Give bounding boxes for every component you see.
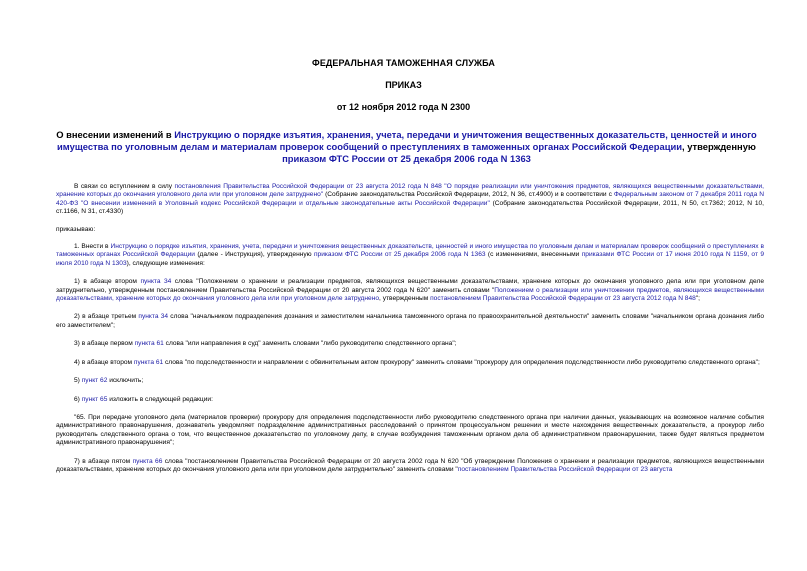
link-federal-law-420[interactable]: Федеральным законом от 7 декабря 2011 года N 420-ФЗ "О внесении изменений в Уголовный кодекс Российской Федерации и отдельные законодательные акты Российской Федерации" [56, 191, 764, 207]
text: (далее - Инструкция), утвержденную [194, 251, 314, 259]
text: В связи со вступлением в силу [74, 183, 175, 190]
link-decree-848[interactable]: постановления Правительства Российской Федерации от 23 августа 2012 года N 848 "О порядке реализации или уничтожения предметов, являющихся вещественными доказательствами, хранение которых до окончания уголовного дела или при уголовном деле затруднено" [56, 183, 764, 199]
link-clause-34[interactable]: пункта 34 [140, 278, 172, 286]
paragraph-subitem-4 [56, 359, 764, 367]
text: 5) [74, 377, 82, 385]
title-link-instruction[interactable]: Инструкцию о порядке изъятия, хранения, учета, передачи и уничтожения вещественных доказательств, ценностей и иного имущества по уголовным делам и материалам проверок сообщений о преступлениях в таможенных органах Российской Федерации [57, 129, 757, 152]
paragraph-subitem-7 [56, 458, 764, 475]
paragraph-subitem-5 [56, 377, 764, 385]
text: изложить в следующей редакции: [107, 395, 213, 403]
link-clause-61[interactable]: пункта 61 [133, 358, 164, 366]
paragraph-clause-65-text: "65. При передаче уголовного дела (материалов проверки) прокурору для определения подследственности либо руководителю следственного органа при наличии данных, указывающих на возможное наличие события административного правонарушения, дознаватель уведомляет подразделение административных расследований о принятом процессуальном решении и месте нахождения вещественных доказательств, а прокурор либо руководитель следственного органа о том, что вещественное доказательство по уголовному делу, в случае возбуждения таможенным органом дела об административном правонарушении, также будет являться предметом административного правонарушения"; [56, 413, 764, 447]
text: 3) в абзаце первом [74, 340, 135, 348]
link-decree-848[interactable]: постановлением Правительства Российской Федерации от 23 августа [457, 465, 673, 473]
agency-name: ФЕДЕРАЛЬНАЯ ТАМОЖЕННАЯ СЛУЖБА [312, 58, 495, 68]
paragraph-preamble [56, 183, 764, 217]
text: 6) [74, 395, 82, 403]
paragraph-order-word: приказываю: [56, 225, 96, 233]
text: исключить; [107, 377, 144, 385]
text: слова "начальником подразделения дознания и заместителем начальника таможенного органа по правоохранительной деятельности" заменить словами "начальником органа дознания либо его заместителем"; [56, 313, 765, 329]
paragraph-subitem-1 [56, 278, 764, 303]
title-link-order[interactable]: приказом ФТС России от 25 декабря 2006 года N 1363 [282, 153, 531, 164]
text: 1) в абзаце втором [74, 278, 141, 286]
paragraph-subitem-6 [56, 396, 764, 404]
title-text: , утвержденную [681, 141, 756, 152]
link-clause-61[interactable]: пункта 61 [134, 340, 164, 348]
text: , утвержденным [379, 295, 431, 303]
link-instruction[interactable]: Инструкцию о порядке изъятия, хранения, учета, передачи и уничтожения вещественных доказательств, ценностей и иного имущества по уголовным делам и материалам проверок сообщений о преступлениях в таможенных органах Российской Федерации [56, 243, 764, 259]
link-orders-1159-1303[interactable]: приказами ФТС России от 17 июня 2010 года N 1159, от 9 июля 2010 года N 1303 [56, 251, 765, 267]
text: (Собрание законодательства Российской Федерации, 2011, N 50, ст.7362; 2012, N 10, ст.1166, N 31, ст.4330) [56, 199, 764, 216]
document-date: от 12 ноября 2012 года N 2300 [336, 102, 471, 112]
link-clause-66[interactable]: пункта 66 [132, 457, 163, 465]
text: слова "или направления в суд" заменить словами "либо руководителю следственного органа"; [163, 340, 457, 348]
link-regulation[interactable]: Положением о реализации или уничтожении предметов, являющихся вещественными доказательствами, хранение которых до окончания уголовного дела или при уголовном деле затруднено [56, 286, 764, 303]
text: слова "Положением о хранении и реализации предметов, являющихся вещественными доказательствами, хранение которых до окончания уголовного дела или при уголовном деле затруднительно, утвержденным постановлением Правительства Российской Федерации от 20 августа 2002 года N 620" заменить словами " [56, 278, 764, 294]
link-order-1363[interactable]: приказом ФТС России от 25 декабря 2006 года N 1363 [313, 251, 486, 259]
text: слова "постановлением Правительства Российской Федерации от 20 августа 2002 года N 620 "Об утверждении Положения о хранении и реализации предметов, являющихся вещественными доказательствами, хранение которых до окончания уголовного дела или при уголовном деле затруднительно" заменить словами " [56, 457, 765, 473]
link-clause-65[interactable]: пункт 65 [81, 395, 108, 403]
text: 4) в абзаце втором [74, 358, 134, 366]
link-decree-848[interactable]: постановлением Правительства Российской Федерации от 23 августа 2012 года N 848 [430, 295, 696, 303]
text: 7) в абзаце пятом [74, 457, 133, 465]
document-title [52, 129, 761, 165]
text: ), следующие изменения: [126, 259, 205, 267]
title-text: О внесении изменений в [56, 129, 175, 140]
text: (с изменениями, внесенными [485, 251, 582, 259]
text: "; [695, 295, 700, 303]
document-body [56, 183, 764, 474]
text: 2) в абзаце третьем [74, 313, 139, 321]
paragraph-subitem-2 [56, 313, 764, 330]
text: 1. Внести в [74, 243, 111, 251]
document-type: ПРИКАЗ [385, 80, 422, 90]
paragraph-item-1 [56, 243, 764, 268]
paragraph-subitem-3 [56, 340, 764, 348]
link-clause-62[interactable]: пункт 62 [81, 377, 108, 385]
link-clause-34[interactable]: пункта 34 [138, 313, 169, 321]
text: слова "по подследственности и направлении с обвинительным актом прокурору" заменить словами "прокурору для определения подследственности либо руководителю следственного органа"; [163, 358, 760, 366]
text: (Собрание законодательства Российской Федерации, 2012, N 36, ст.4900) и в соответствии с [323, 191, 614, 199]
